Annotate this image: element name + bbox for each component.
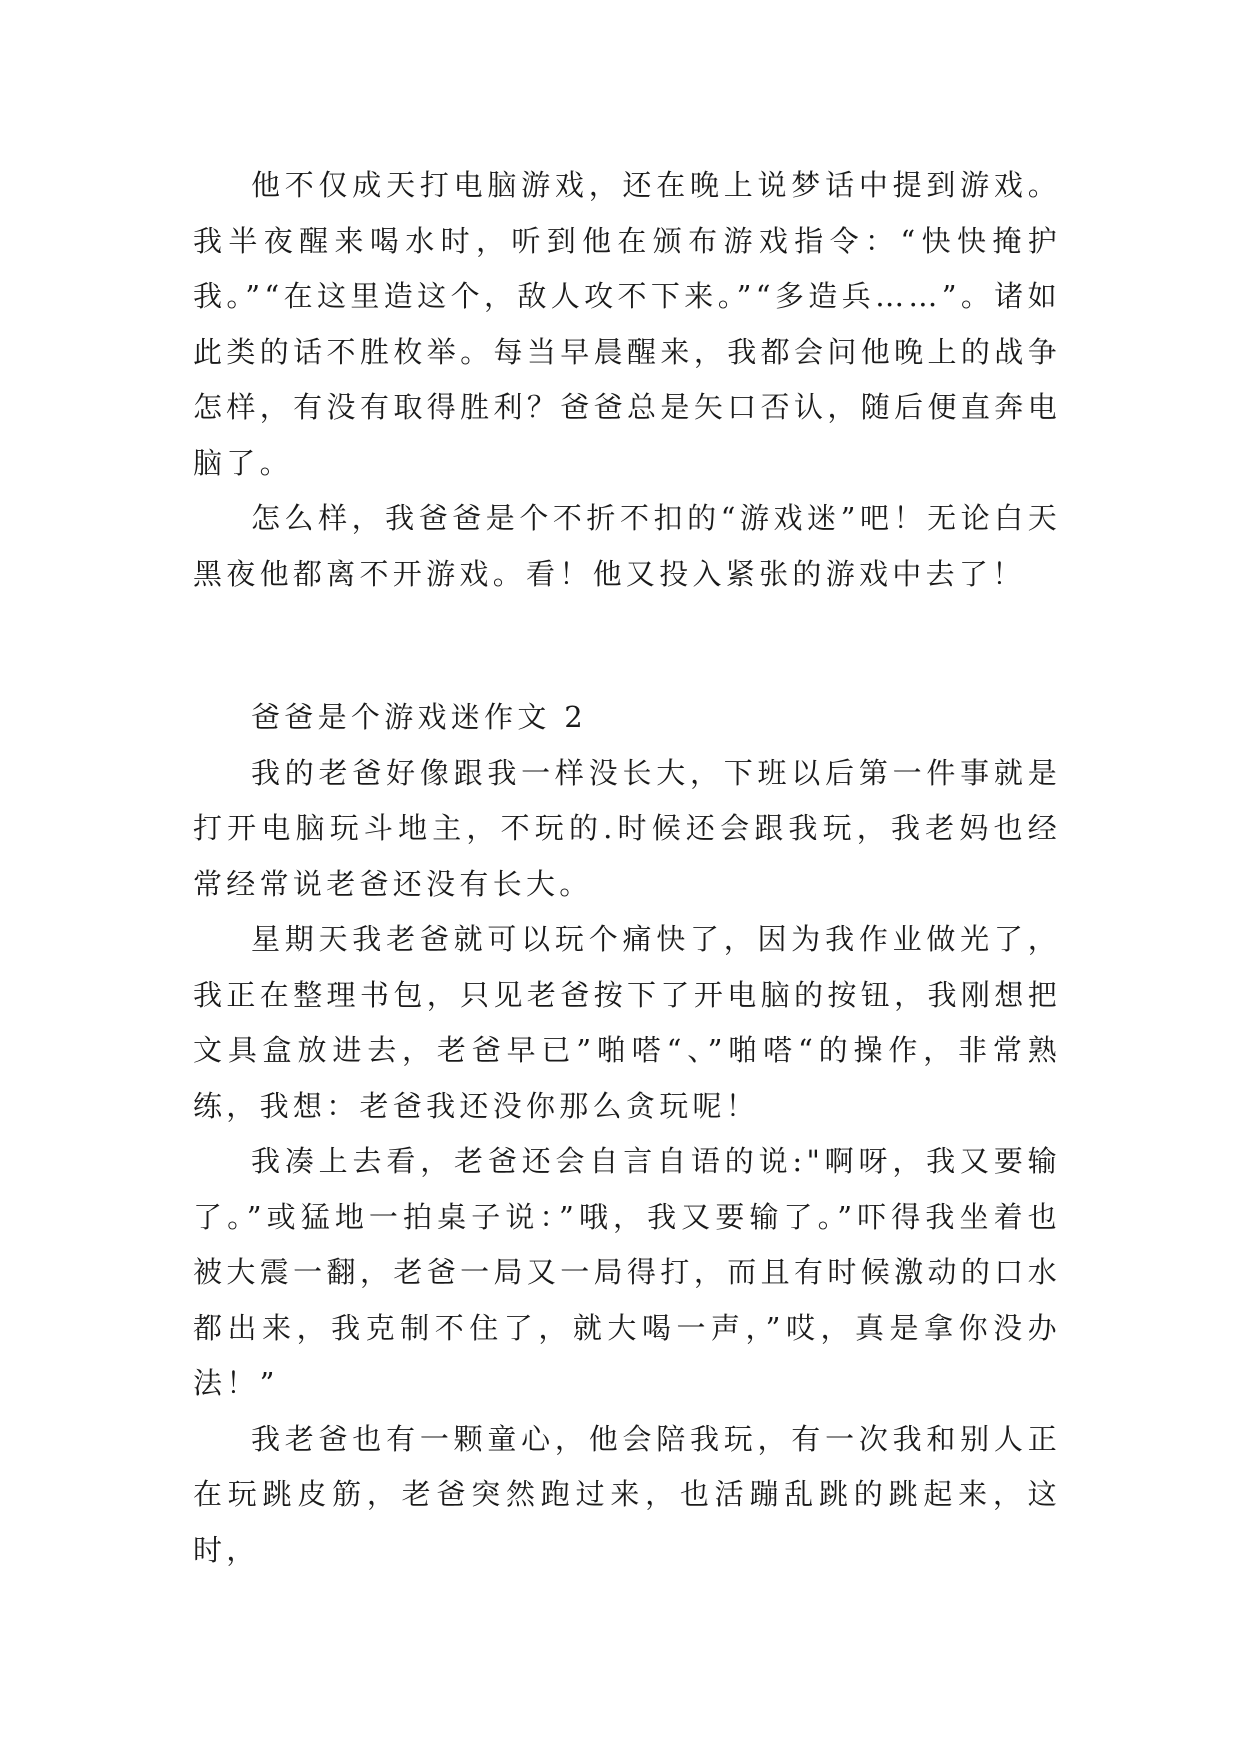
- paragraph: 星期天我老爸就可以玩个痛快了，因为我作业做光了，我正在整理书包，只见老爸按下了开电脑的按钮，我刚想把文具盒放进去，老爸早已”啪嗒“、”啪嗒“的操作，非常熟练，我想：老爸我还没你那么贪玩呢！: [193, 922, 1061, 1123]
- article-2: [193, 690, 1061, 1578]
- paragraph: 怎么样，我爸爸是个不折不扣的“游戏迷”吧！无论白天黑夜他都离不开游戏。看！他又投入紧张的游戏中去了！: [193, 501, 1061, 591]
- article-1-body: [193, 158, 1061, 602]
- paragraph: 他不仅成天打电脑游戏，还在晚上说梦话中提到游戏。我半夜醒来喝水时，听到他在颁布游戏指令：“快快掩护我。”“在这里造这个，敌人攻不下来。”“多造兵……”。诸如此类的话不胜枚举。每当早晨醒来，我都会问他晚上的战争怎样，有没有取得胜利？爸爸总是矢口否认，随后便直奔电脑了。: [193, 168, 1061, 480]
- article-2-title: 爸爸是个游戏迷作文 2: [251, 700, 587, 734]
- paragraph: 我老爸也有一颗童心，他会陪我玩，有一次我和别人正在玩跳皮筋，老爸突然跑过来，也活蹦乱跳的跳起来，这时，: [193, 1421, 1061, 1567]
- paragraph: 我的老爸好像跟我一样没长大，下班以后第一件事就是打开电脑玩斗地主，不玩的.时候还会跟我玩，我老妈也经常经常说老爸还没有长大。: [193, 755, 1061, 901]
- paragraph: 我凑上去看，老爸还会自言自语的说:"啊呀，我又要输了。”或猛地一拍桌子说：”哦，我又要输了。”吓得我坐着也被大震一翻，老爸一局又一局得打，而且有时候激动的口水都出来，我克制不住了，就大喝一声，”哎，真是拿你没办法！”: [193, 1144, 1061, 1400]
